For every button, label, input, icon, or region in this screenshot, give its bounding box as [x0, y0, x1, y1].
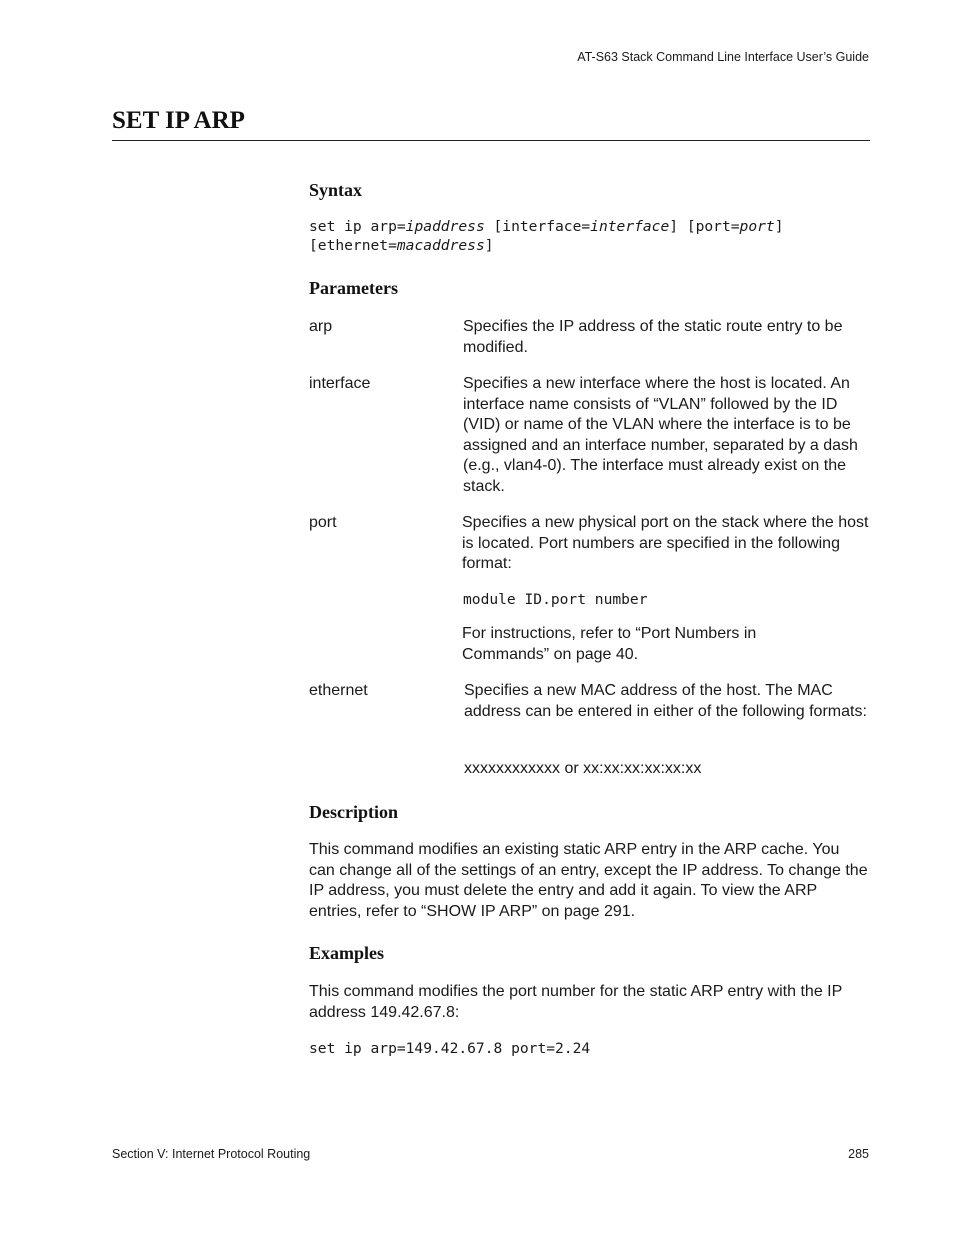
port-format-code: module ID.port number — [463, 591, 648, 608]
syntax-heading: Syntax — [309, 180, 363, 200]
mac-formats: xxxxxxxxxxxx or xx:xx:xx:xx:xx:xx — [464, 760, 702, 777]
syntax-line-1-segment: [interface= — [484, 218, 591, 235]
example-command: set ip arp=149.42.67.8 port=2.24 — [309, 1040, 591, 1057]
page-number: 285 — [848, 1147, 869, 1161]
description-heading: Description — [309, 802, 398, 822]
syntax-line-1-segment: port — [739, 218, 775, 235]
footer-section: Section V: Internet Protocol Routing — [112, 1147, 311, 1161]
syntax-line-2-segment: [ethernet= — [309, 237, 397, 254]
param-name-interface: interface — [309, 375, 371, 392]
param-desc-port: Specifies a new physical port on the stack where the host is located. Port numbers are specified in the following format: — [462, 514, 869, 572]
description-text: This command modifies an existing static ARP entry in the ARP cache. You can change all of the settings of an entry, except the IP address. To change the IP address, you must delete the entry and add it again. To view the ARP entries, refer to “SHOW IP ARP” on page 291. — [309, 841, 868, 920]
syntax-line-1-segment: ] [port= — [669, 218, 740, 235]
param-desc-interface: Specifies a new interface where the host is located. An interface name consists of “VLAN” followed by the ID (VID) or name of the VLAN where the interface is to be assigned and an interface number, separated by a dash (e.g., vlan4-0). The interface must already exist on the stack. — [463, 375, 858, 495]
syntax-line-1-segment: set ip arp= — [309, 218, 406, 235]
page-title: SET IP ARP — [112, 107, 245, 134]
syntax-line-1 — [309, 217, 784, 236]
title-rule — [112, 140, 870, 141]
param-desc-ethernet: Specifies a new MAC address of the host. The MAC address can be entered in either of the following formats: — [464, 682, 867, 720]
syntax-line-1-segment: ipaddress — [405, 218, 485, 235]
param-name-port: port — [309, 514, 337, 531]
examples-heading: Examples — [309, 943, 385, 963]
param-name-arp: arp — [309, 318, 333, 335]
parameters-heading: Parameters — [309, 278, 398, 298]
running-header: AT-S63 Stack Command Line Interface User’s Guide — [577, 50, 869, 64]
syntax-line-2-segment: ] — [484, 237, 494, 254]
syntax-line-2 — [309, 236, 494, 255]
param-name-ethernet: ethernet — [309, 682, 368, 699]
examples-text: This command modifies the port number for the static ARP entry with the IP address 149.42.67.8: — [309, 983, 842, 1021]
syntax-line-1-segment: interface — [590, 218, 670, 235]
syntax-line-2-segment: macaddress — [396, 237, 485, 254]
param-desc-arp: Specifies the IP address of the static route entry to be modified. — [463, 318, 843, 356]
port-reference-note: For instructions, refer to “Port Numbers in Commands” on page 40. — [462, 625, 757, 663]
syntax-line-1-segment: ] — [774, 218, 784, 235]
